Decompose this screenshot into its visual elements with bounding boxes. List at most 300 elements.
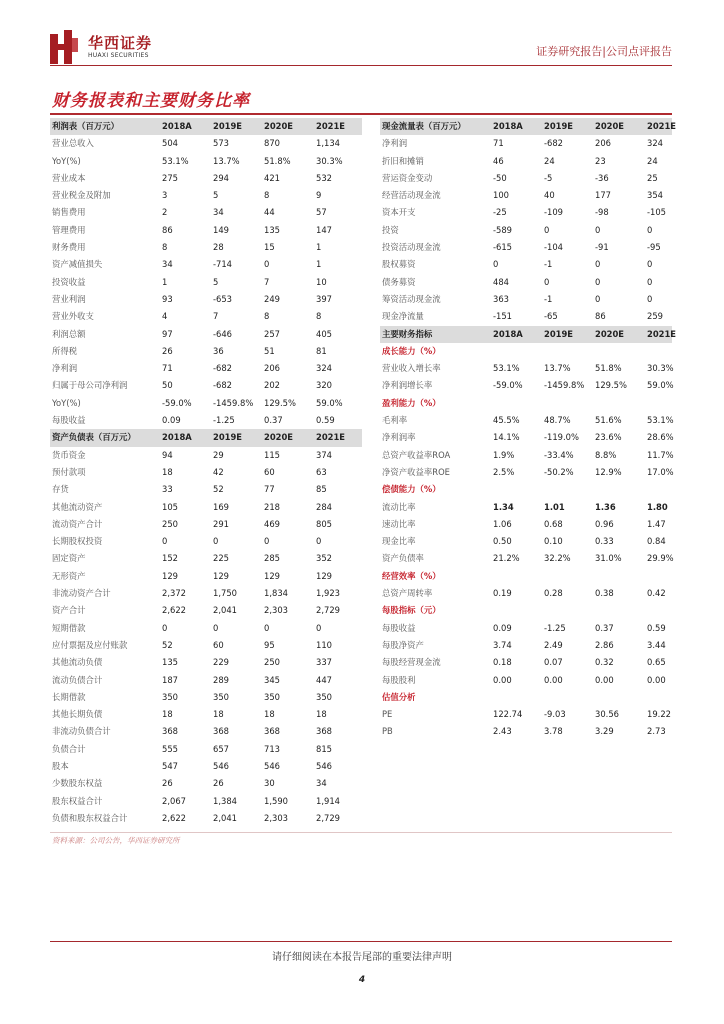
table-row [50, 256, 362, 273]
table-row [50, 204, 362, 221]
cell-value: 51.8% [595, 363, 622, 374]
row-label: PB [382, 726, 393, 737]
cell-value: 30 [264, 778, 275, 789]
cell-value: 29.9% [647, 553, 674, 564]
row-label: 营业总收入 [52, 138, 94, 149]
table-row [380, 620, 672, 637]
table-row [380, 672, 672, 689]
cell-value: 149 [213, 224, 229, 235]
row-label: 股东权益合计 [52, 795, 103, 806]
table-row [380, 291, 672, 308]
table-subheading-row [380, 481, 672, 498]
column-header: 2019E [544, 121, 574, 131]
cell-value: -714 [213, 259, 233, 270]
cell-value: 0 [595, 224, 601, 235]
cell-value: 0.09 [162, 415, 181, 426]
table-row [50, 758, 362, 775]
cell-value: 29 [213, 449, 224, 460]
cell-value: 0.33 [595, 536, 614, 547]
cell-value: 32.2% [544, 553, 571, 564]
table-row [380, 706, 672, 723]
row-label: 净利润 [52, 363, 78, 374]
cell-value: 17.0% [647, 466, 674, 477]
table-header-row [50, 429, 362, 446]
cell-value: -646 [213, 328, 233, 339]
column-header: 2019E [213, 432, 243, 443]
row-label: 现金比率 [382, 536, 416, 547]
table-row [380, 204, 672, 221]
table-row [50, 550, 362, 567]
cell-value: 48.7% [544, 415, 571, 426]
cell-value: 2,622 [162, 812, 186, 823]
cell-value: 206 [264, 363, 280, 374]
left-financial-table [50, 118, 362, 827]
logo-chinese-name: 华西证券 [88, 34, 153, 52]
row-label: 总资产周转率 [382, 588, 433, 599]
table-row [380, 516, 672, 533]
table-row [50, 447, 362, 464]
row-label: 负债合计 [52, 743, 86, 754]
cell-value: 257 [264, 328, 280, 339]
cell-value: 2,622 [162, 605, 186, 616]
cell-value: -5 [544, 172, 553, 183]
table-row [50, 326, 362, 343]
table-subheading-row [380, 689, 672, 706]
table-row [380, 550, 672, 567]
row-label: 销售费用 [52, 207, 86, 218]
cell-value: 573 [213, 138, 229, 149]
cell-value: 152 [162, 553, 178, 564]
cell-value: 26 [162, 345, 173, 356]
row-label: 偿债能力（%） [382, 484, 441, 495]
cell-value: 60 [213, 639, 224, 650]
cell-value: 0 [544, 224, 550, 235]
cell-value: -1.25 [544, 622, 566, 633]
cell-value: 81 [316, 345, 327, 356]
row-label: 经营效率（%） [382, 570, 441, 581]
cell-value: 71 [493, 138, 504, 149]
cell-value: -1459.8% [544, 380, 585, 391]
section-title: 财务报表和主要财务比率 [52, 91, 250, 111]
cell-value: 0.07 [544, 657, 563, 668]
cell-value: 18 [162, 709, 173, 720]
cell-value: 284 [316, 501, 332, 512]
cell-value: 3.44 [647, 639, 666, 650]
section-divider [50, 113, 672, 115]
table-row [380, 412, 672, 429]
table-row [380, 585, 672, 602]
row-label: 少数股东权益 [52, 778, 103, 789]
cell-value: 30.56 [595, 709, 619, 720]
row-label: 每股净资产 [382, 639, 424, 650]
column-header: 2021E [316, 432, 346, 443]
cell-value: 1 [316, 259, 322, 270]
cell-value: 60 [264, 466, 275, 477]
table-row [380, 429, 672, 446]
row-label: 投资 [382, 224, 399, 235]
footer-divider [50, 941, 672, 942]
row-label: 存货 [52, 484, 69, 495]
cell-value: 447 [316, 674, 332, 685]
cell-value: 177 [595, 190, 611, 201]
cell-value: 285 [264, 553, 280, 564]
cell-value: 31.0% [595, 553, 622, 564]
row-label: 成长能力（%） [382, 345, 441, 356]
cell-value: 1.01 [544, 501, 565, 512]
table-header-row [380, 118, 677, 135]
cell-value: -682 [213, 363, 233, 374]
cell-value: 657 [213, 743, 229, 754]
cell-value: 86 [595, 311, 606, 322]
cell-value: 484 [493, 276, 509, 287]
cell-value: -119.0% [544, 432, 579, 443]
cell-value: 0.19 [493, 588, 512, 599]
table-row [50, 689, 362, 706]
cell-value: 10 [316, 276, 327, 287]
row-label: 资产负债率 [382, 553, 424, 564]
cell-value: 0 [264, 259, 270, 270]
row-label: 每股收益 [382, 622, 416, 633]
cell-value: 94 [162, 449, 173, 460]
cell-value: 26 [213, 778, 224, 789]
table-row [50, 706, 362, 723]
table-row [50, 499, 362, 516]
cell-value: 100 [493, 190, 509, 201]
table-row [380, 723, 672, 740]
column-header: 2019E [213, 121, 243, 131]
cell-value: -151 [493, 311, 513, 322]
cell-value: 1.34 [493, 501, 514, 512]
cell-value: 2,372 [162, 588, 186, 599]
cell-value: 2.5% [493, 466, 515, 477]
cell-value: 26 [162, 778, 173, 789]
table-row [380, 377, 672, 394]
cell-value: 0 [595, 293, 601, 304]
cell-value: 5 [213, 276, 219, 287]
cell-value: 86 [162, 224, 173, 235]
cell-value: 1 [162, 276, 168, 287]
table-row [50, 775, 362, 792]
table-row [50, 585, 362, 602]
cell-value: -59.0% [493, 380, 523, 391]
cell-value: 2.49 [544, 639, 563, 650]
row-label: 营业收入增长率 [382, 363, 441, 374]
table-row [50, 377, 362, 394]
cell-value: 345 [264, 674, 280, 685]
cell-value: 0 [264, 536, 270, 547]
cell-value: 368 [213, 726, 229, 737]
row-label: 非流动资产合计 [52, 588, 111, 599]
cell-value: 129 [316, 570, 332, 581]
cell-value: 23 [595, 155, 606, 166]
cell-value: 18 [213, 709, 224, 720]
cell-value: 0.00 [595, 674, 614, 685]
table-row [50, 620, 362, 637]
cell-value: 59.0% [316, 397, 343, 408]
column-header: 2020E [264, 432, 294, 443]
cell-value: 291 [213, 518, 229, 529]
cell-value: 229 [213, 657, 229, 668]
cell-value: 2.43 [493, 726, 512, 737]
row-label: 短期借款 [52, 622, 86, 633]
cell-value: -9.03 [544, 709, 566, 720]
row-label: 货币资金 [52, 449, 86, 460]
table-row [380, 274, 672, 291]
cell-value: 24 [544, 155, 555, 166]
cell-value: 14.1% [493, 432, 520, 443]
row-label: 利润总额 [52, 328, 86, 339]
row-label: 估值分析 [382, 691, 416, 702]
row-label: 投资活动现金流 [382, 242, 441, 253]
table-section-title: 资产负债表（百万元） [52, 432, 136, 443]
row-label: 净利润率 [382, 432, 416, 443]
cell-value: 0.84 [647, 536, 666, 547]
cell-value: 51.6% [595, 415, 622, 426]
cell-value: 13.7% [213, 155, 240, 166]
table-row [380, 187, 672, 204]
cell-value: 374 [316, 449, 332, 460]
table-row [380, 447, 672, 464]
row-label: 股本 [52, 760, 69, 771]
cell-value: 110 [316, 639, 332, 650]
row-label: 筹资活动现金流 [382, 293, 441, 304]
table-row [50, 793, 362, 810]
right-financial-table [380, 118, 677, 741]
table-row [380, 464, 672, 481]
cell-value: 115 [264, 449, 280, 460]
cell-value: 1.36 [595, 501, 616, 512]
table-row [380, 499, 672, 516]
row-label: 应付票据及应付账款 [52, 639, 128, 650]
table-subheading-row [380, 343, 672, 360]
cell-value: 30.3% [316, 155, 343, 166]
cell-value: 546 [213, 760, 229, 771]
row-label: 资本开支 [382, 207, 416, 218]
row-label: 资产减值损失 [52, 259, 103, 270]
cell-value: 11.7% [647, 449, 674, 460]
cell-value: 815 [316, 743, 332, 754]
cell-value: 350 [162, 691, 178, 702]
table-row [50, 654, 362, 671]
cell-value: -50.2% [544, 466, 574, 477]
cell-value: 2,303 [264, 605, 288, 616]
cell-value: 52 [213, 484, 224, 495]
column-header: 2021E [647, 121, 677, 131]
cell-value: 18 [316, 709, 327, 720]
cell-value: 0 [493, 259, 499, 270]
cell-value: 8 [264, 311, 270, 322]
row-label: 流动资产合计 [52, 518, 103, 529]
data-source-note: 资料来源：公司公告，华西证券研究所 [52, 836, 180, 845]
cell-value: 259 [647, 311, 663, 322]
cell-value: 405 [316, 328, 332, 339]
column-header: 2019E [544, 328, 574, 339]
column-header: 2020E [595, 328, 625, 339]
cell-value: 51 [264, 345, 275, 356]
row-label: 非流动负债合计 [52, 726, 111, 737]
cell-value: 1,923 [316, 588, 340, 599]
cell-value: -25 [493, 207, 507, 218]
cell-value: 129 [264, 570, 280, 581]
cell-value: -65 [544, 311, 558, 322]
cell-value: 34 [316, 778, 327, 789]
column-header: 2020E [264, 121, 294, 131]
cell-value: 77 [264, 484, 275, 495]
cell-value: 45.5% [493, 415, 520, 426]
cell-value: 805 [316, 518, 332, 529]
cell-value: 0 [316, 622, 322, 633]
cell-value: 129.5% [595, 380, 627, 391]
cell-value: 547 [162, 760, 178, 771]
cell-value: -1.25 [213, 415, 235, 426]
cell-value: 206 [595, 138, 611, 149]
cell-value: 368 [162, 726, 178, 737]
cell-value: 1,834 [264, 588, 288, 599]
cell-value: 28.6% [647, 432, 674, 443]
cell-value: 24 [647, 155, 658, 166]
cell-value: 135 [264, 224, 280, 235]
cell-value: 555 [162, 743, 178, 754]
cell-value: 0 [213, 536, 219, 547]
cell-value: 0 [162, 536, 168, 547]
table-row [50, 360, 362, 377]
cell-value: 202 [264, 380, 280, 391]
table-row [50, 412, 362, 429]
cell-value: 0.68 [544, 518, 563, 529]
cell-value: -1 [544, 259, 553, 270]
cell-value: 97 [162, 328, 173, 339]
cell-value: 1,384 [213, 795, 237, 806]
cell-value: 71 [162, 363, 173, 374]
cell-value: 0 [544, 276, 550, 287]
table-row [50, 274, 362, 291]
cell-value: 0.32 [595, 657, 614, 668]
logo-english-name: HUAXI SECURITIES [88, 52, 149, 59]
table-row [380, 308, 672, 325]
table-row [50, 187, 362, 204]
cell-value: 0 [213, 622, 219, 633]
cell-value: 2,041 [213, 605, 237, 616]
cell-value: -50 [493, 172, 507, 183]
cell-value: 350 [213, 691, 229, 702]
cell-value: 122.74 [493, 709, 523, 720]
cell-value: 129.5% [264, 397, 296, 408]
row-label: 净资产收益率ROE [382, 466, 450, 477]
row-label: 净利润增长率 [382, 380, 433, 391]
table-header-row [380, 326, 677, 343]
cell-value: 218 [264, 501, 280, 512]
cell-value: 42 [213, 466, 224, 477]
cell-value: 0.37 [264, 415, 283, 426]
cell-value: -653 [213, 293, 233, 304]
row-label: 负债和股东权益合计 [52, 812, 128, 823]
row-label: 股权募资 [382, 259, 416, 270]
row-label: 总资产收益率ROA [382, 449, 451, 460]
table-row [50, 723, 362, 740]
cell-value: 289 [213, 674, 229, 685]
cell-value: 546 [264, 760, 280, 771]
header-divider [50, 65, 672, 66]
table-row [50, 533, 362, 550]
column-header: 2021E [647, 328, 677, 339]
cell-value: 63 [316, 466, 327, 477]
row-label: 流动比率 [382, 501, 416, 512]
cell-value: 421 [264, 172, 280, 183]
table-header-row [50, 118, 362, 135]
column-header: 2018A [493, 121, 523, 131]
cell-value: 0.38 [595, 588, 614, 599]
cell-value: 129 [213, 570, 229, 581]
cell-value: 0 [316, 536, 322, 547]
row-label: 净利润 [382, 138, 408, 149]
huaxi-logo-icon [50, 30, 80, 64]
cell-value: 250 [264, 657, 280, 668]
cell-value: 34 [162, 259, 173, 270]
cell-value: 4 [162, 311, 168, 322]
row-label: 所得税 [52, 345, 78, 356]
cell-value: 0.18 [493, 657, 512, 668]
row-label: 债务募资 [382, 276, 416, 287]
row-label: 固定资产 [52, 553, 86, 564]
cell-value: 135 [162, 657, 178, 668]
cell-value: 46 [493, 155, 504, 166]
table-row [50, 481, 362, 498]
cell-value: 1.9% [493, 449, 515, 460]
table-row [380, 239, 672, 256]
cell-value: -59.0% [162, 397, 192, 408]
page-number: 4 [358, 975, 366, 985]
cell-value: 2 [162, 207, 168, 218]
cell-value: 469 [264, 518, 280, 529]
cell-value: 324 [647, 138, 663, 149]
column-header: 2021E [316, 121, 346, 131]
cell-value: 294 [213, 172, 229, 183]
cell-value: 0.09 [493, 622, 512, 633]
cell-value: 1,134 [316, 138, 340, 149]
legal-disclaimer: 请仔细阅读在本报告尾部的重要法律声明 [272, 952, 452, 963]
cell-value: 3.29 [595, 726, 614, 737]
row-label: 财务费用 [52, 242, 86, 253]
row-label: 其他长期负债 [52, 709, 103, 720]
cell-value: 249 [264, 293, 280, 304]
cell-value: 53.1% [162, 155, 189, 166]
cell-value: 40 [544, 190, 555, 201]
table-row [50, 395, 362, 412]
cell-value: 33 [162, 484, 173, 495]
table-row [50, 291, 362, 308]
cell-value: 337 [316, 657, 332, 668]
cell-value: 2,303 [264, 812, 288, 823]
cell-value: 0 [647, 259, 653, 270]
cell-value: 15 [264, 242, 275, 253]
cell-value: -98 [595, 207, 609, 218]
cell-value: 368 [316, 726, 332, 737]
cell-value: 169 [213, 501, 229, 512]
cell-value: 870 [264, 138, 280, 149]
table-section-title: 现金流量表（百万元） [382, 121, 466, 131]
table-row [50, 135, 362, 152]
cell-value: -33.4% [544, 449, 574, 460]
row-label: 预付款项 [52, 466, 86, 477]
cell-value: -95 [647, 242, 661, 253]
cell-value: 28 [213, 242, 224, 253]
table-row [50, 516, 362, 533]
table-row [380, 654, 672, 671]
row-label: 其他流动资产 [52, 501, 103, 512]
cell-value: 21.2% [493, 553, 520, 564]
column-header: 2018A [162, 432, 192, 443]
row-label: 每股收益 [52, 415, 86, 426]
